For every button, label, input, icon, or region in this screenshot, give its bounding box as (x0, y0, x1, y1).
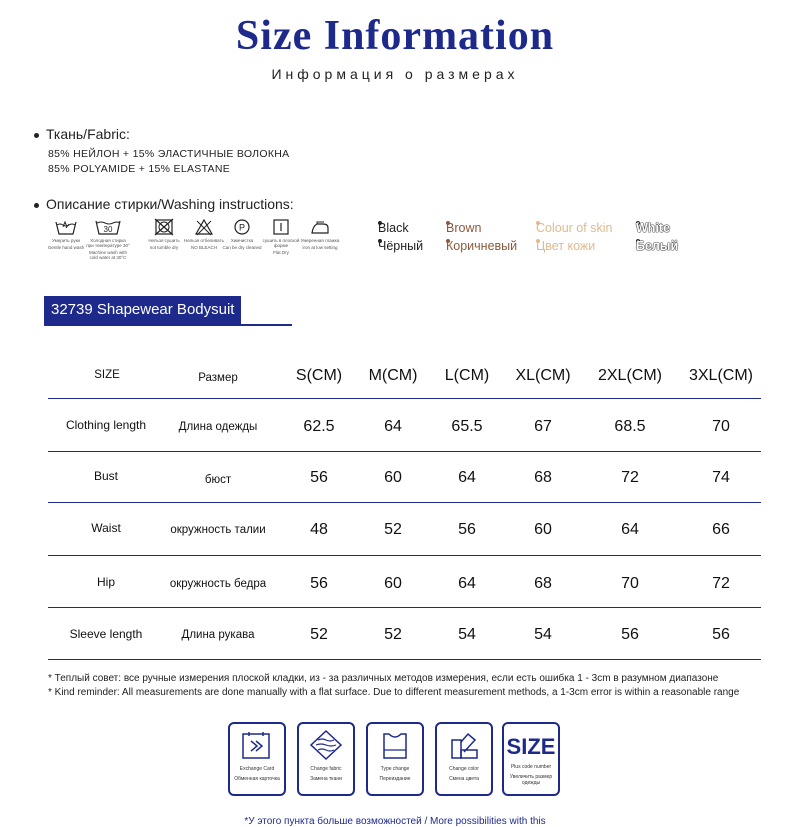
row-label-ru: бюст (204, 474, 232, 486)
cell-value: 52 (384, 521, 402, 538)
cell-value: 72 (712, 575, 730, 592)
note-en: * Kind reminder: All measurements are done manually with a flat surface. Due to different measurement methods, a 1-3cm error is within a reasonable range (48, 687, 740, 698)
table-divider (48, 607, 761, 608)
line-dry: сушить в плоской форме Flat Dry (259, 218, 303, 255)
table-divider (48, 451, 761, 452)
row-label-en: Bust (93, 469, 118, 483)
cell-value: 48 (310, 521, 328, 538)
header-xl: XL(CM) (515, 367, 571, 384)
iron: Умеренная глажка iron at low setting (298, 218, 342, 250)
svg-text:P: P (238, 222, 246, 233)
cell-value: 64 (458, 575, 476, 592)
change-color-icon (444, 728, 484, 762)
cell-value: 74 (712, 469, 730, 486)
bottom-note: *У этого пункта больше возможностей / More possibilities with this (244, 816, 546, 827)
iron-icon (309, 218, 331, 236)
fabric-line-en: 85% POLYAMIDE + 15% ELASTANE (48, 163, 231, 175)
line-dry-icon (271, 218, 291, 236)
cell-value: 64 (621, 521, 639, 538)
exchange-card-icon (237, 728, 277, 762)
exchange-card-card: Exchange Card Обменная карточка (228, 722, 286, 796)
change-color-card: Change color Смена цвета (435, 722, 493, 796)
table-divider (48, 555, 761, 556)
cell-value: 54 (534, 626, 552, 643)
bullet-icon (34, 203, 39, 208)
header-size: SIZE (94, 369, 120, 381)
row-label-en: Waist (91, 521, 121, 535)
product-underline (44, 324, 292, 326)
cell-value: 60 (384, 469, 402, 486)
cell-value: 66 (712, 521, 730, 538)
row-label-en: Clothing length (65, 418, 147, 432)
header-m: M(CM) (368, 367, 418, 384)
fabric-heading: Ткань/Fabric: (34, 126, 130, 142)
row-label-en: Sleeve length (69, 627, 143, 641)
cell-value: 52 (384, 626, 402, 643)
cell-value: 56 (621, 626, 639, 643)
cell-value: 64 (384, 418, 402, 435)
wash-30-icon (94, 218, 122, 236)
row-label-ru: Длина одежды (178, 421, 258, 433)
cell-value: 60 (384, 575, 402, 592)
change-fabric-card: Change fabric Замена ткани (297, 722, 355, 796)
cell-value: 70 (712, 418, 730, 435)
table-divider (48, 659, 761, 660)
cell-value: 56 (310, 469, 328, 486)
change-fabric-icon (306, 728, 346, 762)
cell-value: 67 (534, 418, 552, 435)
page-title: Size Information (235, 13, 555, 59)
header-2xl: 2XL(CM) (597, 367, 662, 384)
table-divider (48, 398, 761, 399)
dry-clean: P Химчистка Can be dry cleaned (220, 218, 264, 250)
cell-value: 72 (621, 469, 639, 486)
header-s: S(CM) (295, 367, 343, 384)
cell-value: 56 (458, 521, 476, 538)
cell-value: 68 (534, 575, 552, 592)
size-card: SIZE Plus code number Увеличить размер одежды (502, 722, 560, 796)
row-label-ru: окружность бедра (169, 578, 267, 590)
fabric-line-ru: 85% НЕЙЛОН + 15% ЭЛАСТИЧНЫЕ ВОЛОКНА (48, 148, 290, 160)
cell-value: 56 (712, 626, 730, 643)
cell-value: 65.5 (451, 418, 483, 435)
no-bleach: Нельзя отбеливать NO BLEACH (182, 218, 226, 250)
header-3xl: 3XL(CM) (688, 367, 753, 384)
page-subtitle: Информация о размерах (271, 66, 519, 82)
row-label-ru: Длина рукава (181, 629, 255, 641)
svg-text:30: 30 (103, 225, 113, 234)
size-icon: SIZE (506, 734, 556, 759)
change-type-icon (375, 728, 415, 762)
cell-value: 70 (621, 575, 639, 592)
cell-value: 68.5 (614, 418, 646, 435)
no-tumble-dry: Нельзя сушить not tumble dry (142, 218, 186, 250)
dry-clean-icon (232, 218, 252, 236)
cell-value: 62.5 (303, 418, 335, 435)
cell-value: 60 (534, 521, 552, 538)
hand-wash-icon (54, 218, 78, 236)
cell-value: 64 (458, 469, 476, 486)
row-label-ru: окружность талии (170, 524, 266, 536)
cell-value: 68 (534, 469, 552, 486)
no-bleach-icon (194, 218, 214, 236)
note-ru: * Теплый совет: все ручные измерения плоской кладки, из - за различных методов измерения, если есть ошибка 1 - 3cm в разумном диапазоне (48, 673, 719, 684)
wash-30: 30 Холодная стирка при температуре 30° Machine wash with cold water at 30°C (86, 218, 130, 260)
header-razmer: Размер (198, 372, 238, 384)
header-l: L(CM) (444, 367, 490, 384)
product-label: 32739 Shapewear Bodysuit (44, 296, 241, 324)
hand-wash: Умерить руки Gentle hand wash (44, 218, 88, 250)
cell-value: 54 (458, 626, 476, 643)
cell-value: 56 (310, 575, 328, 592)
row-label-en: Hip (96, 575, 115, 589)
table-divider (48, 502, 761, 503)
washing-heading: Описание стирки/Washing instructions: (34, 196, 294, 212)
cell-value: 52 (310, 626, 328, 643)
bullet-icon (34, 133, 39, 138)
no-tumble-dry-icon (154, 218, 174, 236)
change-type-card: Type change Переиздание (366, 722, 424, 796)
